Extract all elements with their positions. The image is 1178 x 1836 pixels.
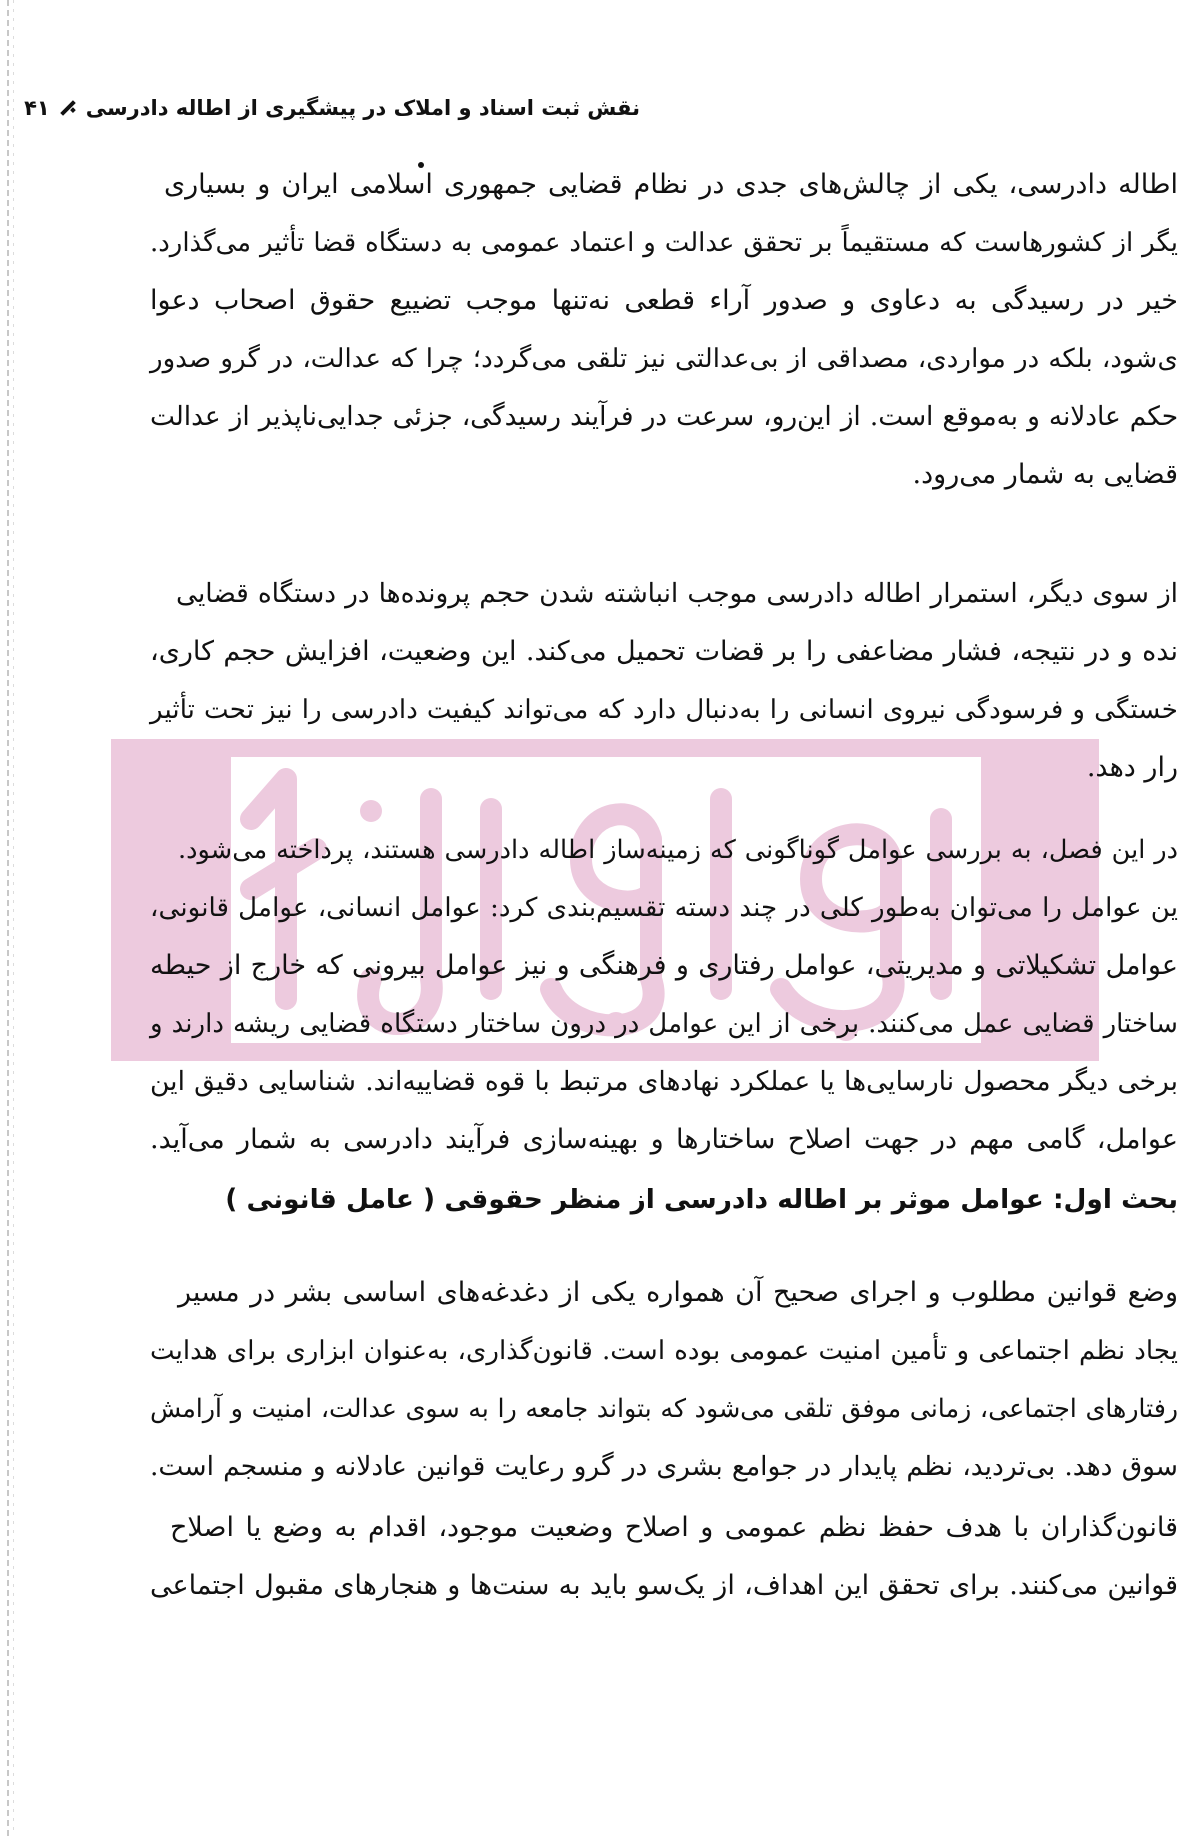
text-line: رفتارهای اجتماعی، زمانی موفق تلقی می‌شود که بتواند جامعه را به سوی عدالت، امنیت و آرامش <box>150 1394 1178 1423</box>
diamond-ornament-icon <box>60 100 76 116</box>
text-line: یگر از کشورهاست که مستقیماً بر تحقق عدالت و اعتماد عمومی به دستگاه قضا تأثیر می‌گذارد. <box>150 228 1178 258</box>
text-line: ی‌شود، بلکه در مواردی، مصداقی از بی‌عدالتی نیز تلقی می‌گردد؛ چرا که عدالت، در گرو صدور <box>150 344 1178 374</box>
text-line: قوانین می‌کنند. برای تحقق این اهداف، از یک‌سو باید به سنت‌ها و هنجارهای مقبول اجتماعی <box>150 1570 1178 1601</box>
text-line: عوامل تشکیلاتی و مدیریتی، عوامل رفتاری و فرهنگی و نیز عوامل بیرونی که خارج از حیطه <box>150 950 1178 981</box>
text-line: اطاله دادرسی، یکی از چالش‌های جدی در نظام قضایی جمهوری اسلامی ایران و بسیاری <box>164 169 1178 200</box>
running-title: نقش ثبت اسناد و املاک در پیشگیری از اطاله دادرسی <box>85 96 640 120</box>
text-line: ساختار قضایی عمل می‌کنند. برخی از این عوامل در درون ساختار دستگاه قضایی ریشه دارند و <box>150 1009 1178 1039</box>
text-line: حکم عادلانه و به‌موقع است. از این‌رو، سرعت در فرآیند رسیدگی، جزئی جدایی‌ناپذیر از عدالت <box>150 402 1178 432</box>
text-line: در این فصل، به بررسی عوامل گوناگونی که زمینه‌ساز اطاله دادرسی هستند، پرداخته می‌شود. <box>178 835 1178 865</box>
running-header <box>24 88 640 128</box>
text-line: ین عوامل را می‌توان به‌طور کلی در چند دسته تقسیم‌بندی کرد: عوامل انسانی، عوامل قانونی، <box>150 893 1178 923</box>
text-line: سوق دهد. بی‌تردید، نظم پایدار در جوامع بشری در گرو رعایت قوانین عادلانه و منسجم است. <box>150 1451 1178 1482</box>
text-line: عوامل، گامی مهم در جهت اصلاح ساختارها و بهینه‌سازی فرآیند دادرسی به شمار می‌آید. <box>150 1124 1178 1155</box>
text-line: برخی دیگر محصول نارسایی‌ها یا عملکرد نهادهای مرتبط با قوه قضاییه‌اند. شناسایی دقیق این <box>150 1066 1178 1097</box>
text-line: قضایی به شمار می‌رود. <box>912 459 1178 490</box>
section-heading: بحث اول: عوامل موثر بر اطاله دادرسی از منظر حقوقی ( عامل قانونی ) <box>225 1184 1178 1215</box>
scan-gutter-line <box>7 0 9 1836</box>
page-number: ۴۱ <box>24 96 50 120</box>
scan-gutter-line-inner <box>13 0 14 1836</box>
text-line: وضع قوانین مطلوب و اجرای صحیح آن همواره یکی از دغدغه‌های اساسی بشر در مسیر <box>178 1277 1178 1308</box>
text-line: خیر در رسیدگی به دعاوی و صدور آراء قطعی نه‌تنها موجب تضییع حقوق اصحاب دعوا <box>150 285 1178 316</box>
text-line: خستگی و فرسودگی نیروی انسانی را به‌دنبال دارد که می‌تواند کیفیت دادرسی را نیز تحت تأثیر <box>150 695 1178 725</box>
text-line: رار دهد. <box>1086 752 1178 783</box>
text-line: از سوی دیگر، استمرار اطاله دادرسی موجب انباشته شدن حجم پرونده‌ها در دستگاه قضایی <box>176 579 1178 609</box>
text-line: قانون‌گذاران با هدف حفظ نظم عمومی و اصلاح وضعیت موجود، اقدام به وضع یا اصلاح <box>170 1512 1178 1543</box>
text-line: یجاد نظم اجتماعی و تأمین امنیت عمومی بوده است. قانون‌گذاری، به‌عنوان ابزاری برای هدایت <box>150 1336 1178 1366</box>
text-line: نده و در نتیجه، فشار مضاعفی را بر قضات تحمیل می‌کند. این وضعیت، افزایش حجم کاری، <box>150 636 1178 667</box>
